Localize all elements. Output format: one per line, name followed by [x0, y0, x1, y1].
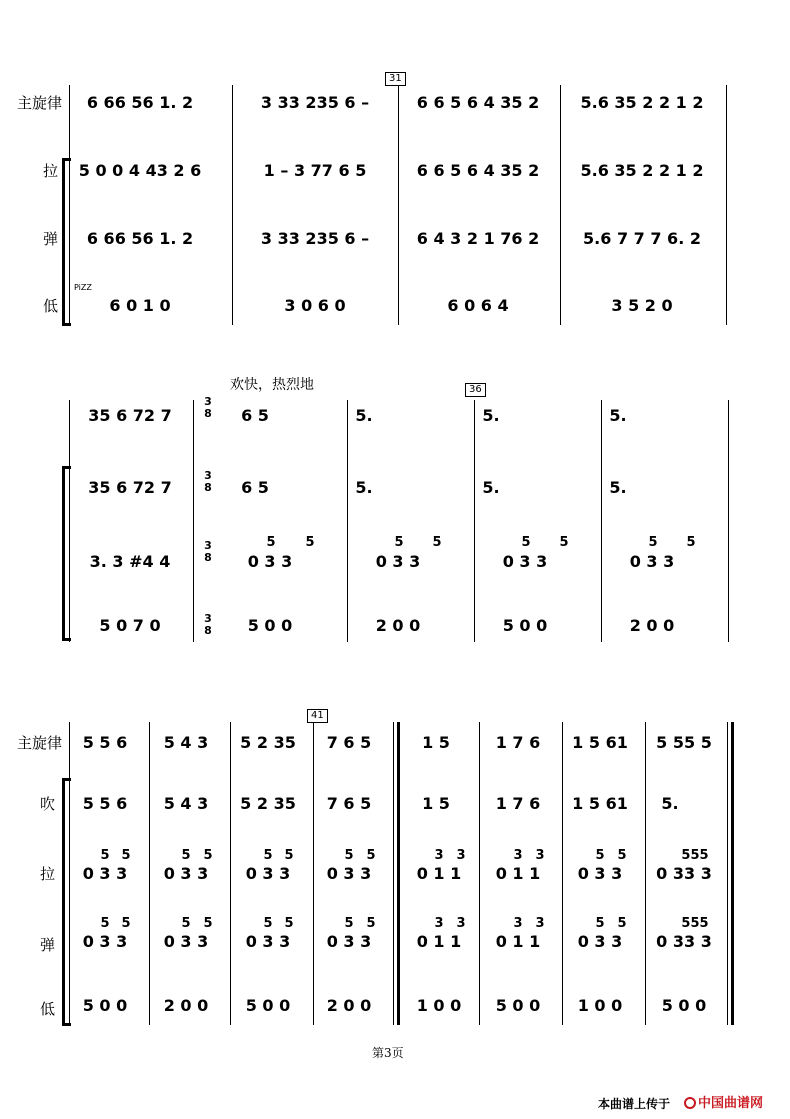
- measure: 3. 3 #4 4: [89, 552, 171, 571]
- system-bracket: [62, 468, 65, 640]
- measure: 0 1 1: [495, 864, 541, 883]
- final-repeat-barline: [731, 722, 734, 1025]
- barline: [149, 722, 150, 1025]
- measure: 0 3 3: [577, 932, 623, 951]
- measure: 0 3 3: [326, 864, 372, 883]
- barline: [562, 722, 563, 1025]
- measure: 5 5 6: [82, 794, 128, 813]
- measure: 5 4 3: [163, 794, 209, 813]
- time-signature: 3 8: [204, 395, 212, 420]
- barline: [232, 85, 233, 325]
- measure: 5 4 3: [163, 733, 209, 752]
- part-label-la: 拉: [40, 865, 56, 883]
- measure: 1 5 61: [572, 794, 628, 813]
- measure: 5.: [609, 478, 627, 497]
- measure: 1 7 6: [495, 733, 541, 752]
- repeat-barline: [397, 722, 400, 1025]
- measure: 2 0 0: [375, 616, 421, 635]
- measure: 3 0 6 0: [284, 296, 346, 315]
- measure: 6 4 3 2 1 76 2: [416, 229, 540, 248]
- measure: 5.: [355, 478, 373, 497]
- measure: 5 55 5: [656, 733, 712, 752]
- barline: [601, 400, 602, 642]
- measure: 0 1 1: [416, 932, 462, 951]
- measure: 0 3 3: [629, 552, 675, 571]
- measure: 35 6 72 7: [88, 406, 172, 425]
- part-label-main-melody: 主旋律: [17, 734, 63, 752]
- measure: 5 5 6: [82, 733, 128, 752]
- measure: 1 5: [422, 794, 450, 813]
- footer-upload-text: 本曲谱上传于: [598, 1097, 671, 1111]
- barline: [560, 85, 561, 325]
- system-bracket: [62, 780, 65, 1025]
- part-label-main-melody: 主旋律: [17, 94, 63, 112]
- measure: 2 0 0: [163, 996, 209, 1015]
- measure: 1 5 61: [572, 733, 628, 752]
- measure: 1 0 0: [416, 996, 462, 1015]
- measure: 0 3 3: [502, 552, 548, 571]
- site-logo[interactable]: [684, 1096, 763, 1112]
- measure: 2 0 0: [629, 616, 675, 635]
- measure: 0 1 1: [416, 864, 462, 883]
- measure: 0 3 3: [163, 864, 209, 883]
- measure: 0 3 3: [245, 864, 291, 883]
- measure: 5.6 35 2 2 1 2: [580, 93, 704, 112]
- measure: 1 – 3 77 6 5: [263, 161, 367, 180]
- measure: 5.: [482, 478, 500, 497]
- measure: 6 0 1 0: [109, 296, 171, 315]
- barline: [347, 400, 348, 642]
- measure: 5 0 0: [82, 996, 128, 1015]
- measure: 6 6 5 6 4 35 2: [416, 93, 540, 112]
- part-label-di: 低: [40, 1000, 56, 1018]
- measure: 5.: [609, 406, 627, 425]
- part-label-tan: 弹: [43, 230, 59, 248]
- measure: 5 0 0: [247, 616, 293, 635]
- system-bracket: [62, 160, 65, 325]
- barline: [393, 722, 394, 1025]
- measure: 5 0 0: [495, 996, 541, 1015]
- barline: [479, 722, 480, 1025]
- part-label-chui: 吹: [40, 795, 56, 813]
- measure: 2 0 0: [326, 996, 372, 1015]
- measure: 5 2 35: [240, 733, 296, 752]
- barline: [193, 400, 194, 642]
- measure: 5 0 0: [661, 996, 707, 1015]
- part-label-tan: 弹: [40, 936, 56, 954]
- barline: [69, 85, 70, 325]
- measure: 5 0 0: [502, 616, 548, 635]
- tempo-marking: 欢快，热烈地: [230, 377, 314, 393]
- page-number: 第3页: [372, 1046, 404, 1060]
- site-logo-icon: [684, 1097, 696, 1109]
- measure: 3 33 235 6 –: [260, 93, 370, 112]
- measure: 6 6 5 6 4 35 2: [416, 161, 540, 180]
- measure: 6 5: [241, 478, 269, 497]
- measure: 6 66 56 1. 2: [86, 93, 194, 112]
- time-signature: 3 8: [204, 539, 212, 564]
- rehearsal-mark-36: 36: [465, 383, 486, 397]
- measure: 5.: [355, 406, 373, 425]
- barline: [727, 722, 728, 1025]
- measure: 7 6 5: [326, 794, 372, 813]
- measure: 5 2 35: [240, 794, 296, 813]
- barline: [69, 722, 70, 1025]
- barline: [398, 85, 399, 325]
- measure: 35 6 72 7: [88, 478, 172, 497]
- measure: 0 3 3: [245, 932, 291, 951]
- measure: 0 1 1: [495, 932, 541, 951]
- pizz-marking: PiZZ: [74, 283, 92, 292]
- measure: 0 3 3: [326, 932, 372, 951]
- measure: 5.6 7 7 7 6. 2: [583, 229, 701, 248]
- measure: 5 0 0: [245, 996, 291, 1015]
- measure: 0 3 3: [247, 552, 293, 571]
- measure: 6 66 56 1. 2: [86, 229, 194, 248]
- barline: [645, 722, 646, 1025]
- measure: 5.6 35 2 2 1 2: [580, 161, 704, 180]
- barline: [728, 400, 729, 642]
- measure: 0 3 3: [82, 864, 128, 883]
- rehearsal-mark-41: 41: [307, 709, 328, 723]
- measure: 1 7 6: [495, 794, 541, 813]
- measure: 5 0 0 4 43 2 6: [78, 161, 202, 180]
- rehearsal-mark-31: 31: [385, 72, 406, 86]
- measure: 0 33 3: [656, 932, 712, 951]
- part-label-la: 拉: [43, 162, 59, 180]
- measure: 5 0 7 0: [99, 616, 161, 635]
- measure: 5.: [482, 406, 500, 425]
- site-name: 中国曲谱网: [698, 1096, 764, 1111]
- barline: [230, 722, 231, 1025]
- measure: 0 3 3: [163, 932, 209, 951]
- measure: 0 3 3: [375, 552, 421, 571]
- measure: 1 5: [422, 733, 450, 752]
- barline: [474, 400, 475, 642]
- measure: 3 5 2 0: [611, 296, 673, 315]
- time-signature: 3 8: [204, 469, 212, 494]
- measure: 0 33 3: [656, 864, 712, 883]
- measure: 5.: [661, 794, 679, 813]
- measure: 7 6 5: [326, 733, 372, 752]
- measure: 3 33 235 6 –: [260, 229, 370, 248]
- part-label-di: 低: [43, 297, 59, 315]
- barline: [313, 722, 314, 1025]
- barline: [69, 400, 70, 642]
- measure: 0 3 3: [82, 932, 128, 951]
- measure: 0 3 3: [577, 864, 623, 883]
- time-signature: 3 8: [204, 612, 212, 637]
- measure: 6 0 6 4: [447, 296, 509, 315]
- barline: [726, 85, 727, 325]
- measure: 6 5: [241, 406, 269, 425]
- measure: 1 0 0: [577, 996, 623, 1015]
